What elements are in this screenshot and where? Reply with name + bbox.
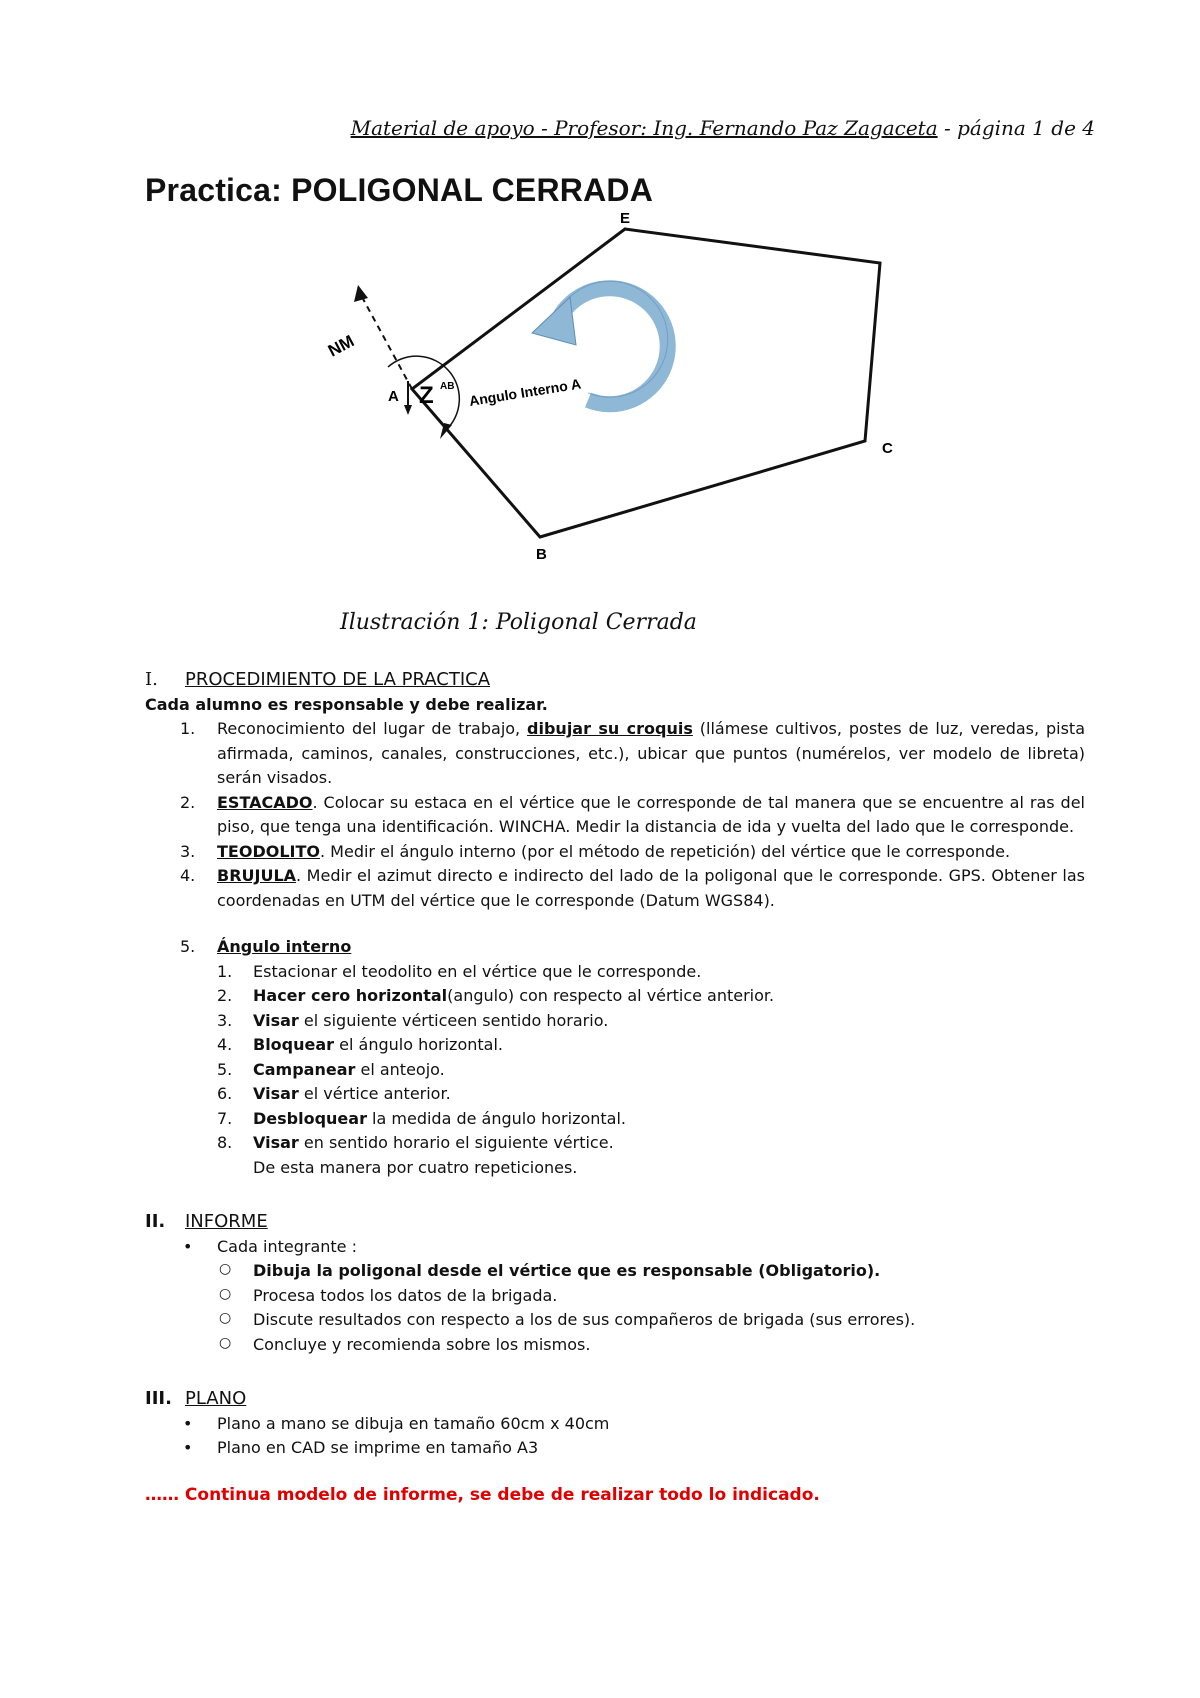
vertex-label-e: E [620,210,631,227]
circle-bullet-icon: ○ [219,1334,232,1351]
page-title: Practica: POLIGONAL CERRADA [145,172,654,208]
sub-bullet-item [145,1259,1085,1284]
bullet-text: Plano a mano se dibuja en tamaño 60cm x 40cm [217,1413,610,1433]
bullet-item [145,1436,1085,1461]
report-subitems [145,1259,1085,1357]
list-item [145,864,1085,913]
step-text: el siguiente vérticeen sentido horario. [298,1010,609,1030]
list-item-bold: ESTACADO [217,792,313,812]
step-bold: Bloquear [253,1035,335,1054]
list-item-text: . Medir el ángulo interno (por el método de repetición) del vértice que le corresponde. [320,841,1011,861]
list-item-number: 2. [180,792,196,812]
rotation-arrowhead [532,297,576,345]
step-item [145,1082,1085,1107]
circle-bullet-icon: ○ [219,1310,232,1326]
step-item [145,1033,1085,1058]
step-number: 7. [217,1108,233,1128]
sub-bullet-item [145,1308,1085,1333]
page-header [351,116,1095,140]
step-number: 2. [217,986,233,1005]
list-item-number: 1. [180,719,196,738]
azimuth-z-label: Z [419,382,434,409]
sub-bullet-text: Discute resultados con respecto a los de sus compañeros de brigada (sus errores). [253,1310,916,1329]
list-item [145,840,1085,865]
bullet-icon: • [183,1413,193,1433]
step-text: la medida de ángulo horizontal. [366,1108,627,1128]
step-bold: Desbloquear [253,1108,367,1128]
header-page-number: - página 1 de 4 [937,116,1095,140]
list-item-bold: BRUJULA [217,866,297,885]
interior-angle-label: Angulo Interno A [467,375,583,409]
vertex-label-c: C [882,440,893,457]
step-bold: Campanear [253,1059,356,1079]
section-3-heading [145,1387,1085,1412]
continuation-note: …… Continua modelo de informe, se debe de realizar todo lo indicado. [145,1484,820,1505]
sub-bullet-item [145,1284,1085,1309]
section-2-numeral: II. [145,1211,166,1232]
list-item-bold: dibujar su croquis [527,719,693,738]
figure-caption: Ilustración 1: Poligonal Cerrada [340,610,697,635]
sub-bullet-text: Procesa todos los datos de la brigada. [253,1285,558,1305]
list-item-bold: TEODOLITO [217,841,320,861]
step-text: Estacionar el teodolito en el vértice que le corresponde. [253,961,702,981]
bullet-item [145,1235,1085,1260]
north-line [362,297,412,389]
step-bold: Visar [253,1133,299,1152]
north-arrowhead [354,285,368,302]
bullet-icon: • [183,1236,193,1256]
document-body [145,660,1085,1507]
nm-label: NM [324,331,358,361]
vertex-label-b: B [536,546,547,563]
bullet-text: Plano en CAD se imprime en tamaño A3 [217,1438,539,1457]
step-closing-text: De esta manera por cuatro repeticiones. [253,1157,578,1177]
step-closing [145,1156,1085,1181]
section-1-numeral: I. [145,669,158,690]
plan-bullets [145,1412,1085,1461]
step-item [145,1131,1085,1156]
list-item [145,935,1085,1180]
step-text: el ángulo horizontal. [334,1035,503,1054]
step-number: 3. [217,1010,233,1030]
bullet-text: Cada integrante : [217,1236,357,1256]
step-bold: Hacer cero horizontal [253,986,448,1005]
interior-angle-heading: Ángulo interno [217,937,352,956]
step-number: 5. [217,1059,233,1079]
step-text: el vértice anterior. [298,1084,451,1103]
azimuth-arrowhead [404,405,412,415]
step-number: 8. [217,1133,233,1152]
section-1-intro: Cada alumno es responsable y debe realizar. [145,694,548,714]
header-author: Material de apoyo - Profesor: Ing. Fernando Paz Zagaceta [350,116,938,140]
circle-bullet-icon: ○ [219,1261,232,1277]
list-item-text: . Medir el azimut directo e indirecto del lado de la poligonal que le corresponde. GPS. Obtener las coordenadas en UTM del vértice que le corresponde (Datum WGS84). [217,866,1085,910]
step-text: (angulo) con respecto al vértice anterior. [447,986,775,1005]
list-item-number: 5. [180,937,196,956]
sub-bullet-bold: Dibuja la poligonal desde el vértice que es responsable (Obligatorio). [253,1261,881,1280]
list-item-text: (llámese cultivos, postes de luz, veredas, pista afirmada, caminos, canales, construcciones, etc.), ubicar que puntos (numérelos, ver modelo de libreta) serán visados. [217,719,1086,787]
closed-polygon-figure [320,205,920,615]
step-item [145,1107,1085,1132]
interior-angle-steps [217,960,1085,1181]
list-item-text: . Colocar su estaca en el vértice que le corresponde de tal manera que se encuentre al ras del piso, que tenga una identificación. WINCHA. Medir la distancia de ida y vuelta del lado que le corresponde. [217,792,1085,836]
step-item [145,960,1085,985]
bullet-icon: • [183,1438,193,1457]
list-item-number: 4. [180,866,196,885]
list-item-number: 3. [180,841,196,861]
step-bold: Visar [253,1084,299,1103]
step-item [145,1009,1085,1034]
azimuth-subscript-label: AB [440,381,455,392]
step-item [145,1058,1085,1083]
step-bold: Visar [253,1010,299,1030]
vertex-label-a: A [388,388,399,405]
section-1-heading [145,668,1085,693]
section-2-heading [145,1210,1085,1235]
step-item [145,984,1085,1009]
bullet-item [145,1412,1085,1437]
step-text: en sentido horario el siguiente vértice. [298,1133,614,1152]
list-item-text: Reconocimiento del lugar de trabajo, [217,719,528,738]
section-1-title: PROCEDIMIENTO DE LA PRACTICA [185,669,491,690]
step-number: 6. [217,1084,233,1103]
list-item [145,717,1085,791]
circle-bullet-icon: ○ [219,1285,232,1302]
section-3-numeral: III. [145,1388,172,1409]
step-number: 1. [217,961,233,981]
section-3-title: PLANO [185,1388,247,1409]
report-bullets [145,1235,1085,1260]
list-item [145,791,1085,840]
procedure-list [145,717,1085,1180]
section-2-title: INFORME [185,1211,268,1232]
step-text: el anteojo. [355,1059,445,1079]
step-number: 4. [217,1035,233,1054]
sub-bullet-text: Concluye y recomienda sobre los mismos. [253,1334,591,1354]
sub-bullet-item [145,1333,1085,1358]
